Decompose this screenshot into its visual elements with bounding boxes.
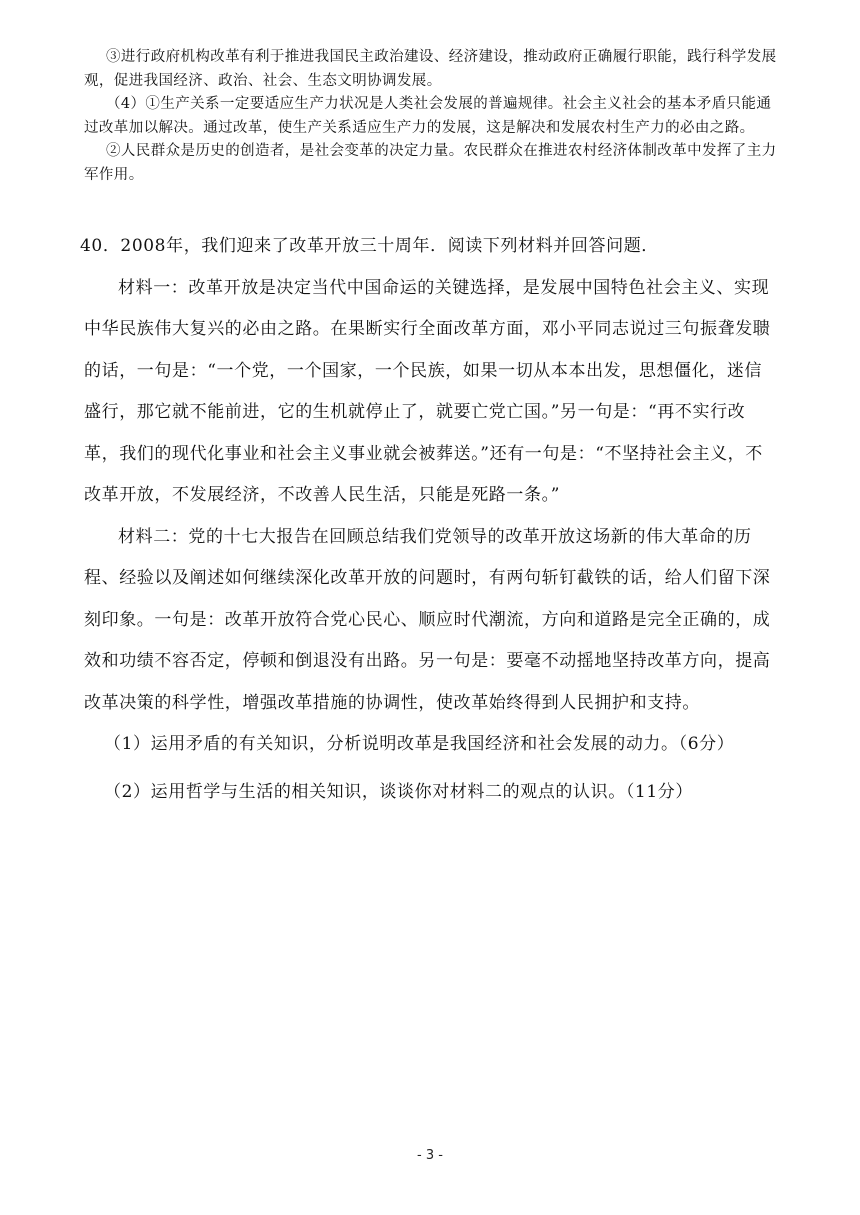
material-one: 材料一：改革开放是决定当代中国命运的关键选择，是发展中国特色社会主义、实现中华民族伟大复兴的必由之路。在果断实行全面改革方面，邓小平同志说过三句振聋发聩的话，一句是：“一个党，一个国家，一个民族，如果一切从本本出发，思想僵化，迷信盛行，那它就不能前进，它的生机就停止了，就要亡党亡国。”另一句是：“再不实行改革，我们的现代化事业和社会主义事业就会被葬送。”还有一句是：“不坚持社会主义，不改革开放，不发展经济，不改善人民生活，只能是死路一条。”: [84, 277, 771, 505]
question-title: 40．2008年，我们迎来了改革开放三十周年．阅读下列材料并回答问题．: [80, 236, 659, 256]
answer-item-3: ③进行政府机构改革有利于推进我国民主政治建设、经济建设，推动政府正确履行职能，践行科学发展观，促进我国经济、政治、社会、生态文明协调发展。: [84, 49, 777, 89]
answer-part-4-point-1: （4）①生产关系一定要适应生产力状况是人类社会发展的普遍规律。社会主义社会的基本矛盾只能通过改革加以解决。通过改革，使生产关系适应生产力的发展，这是解决和发展农村生产力的必由之路。: [84, 96, 772, 136]
sub-question-1: （1）运用矛盾的有关知识，分析说明改革是我国经济和社会发展的动力。（6分）: [104, 734, 735, 754]
answer-part-4-point-2: ②人民群众是历史的创造者，是社会变革的决定力量。农民群众在推进农村经济体制改革中发挥了主力军作用。: [84, 143, 777, 183]
material-two: 材料二：党的十七大报告在回顾总结我们党领导的改革开放这场新的伟大革命的历程、经验以及阐述如何继续深化改革开放的问题时，有两句斩钉截铁的话，给人们留下深刻印象。一句是：改革开放符合党心民心、顺应时代潮流，方向和道路是完全正确的，成效和功绩不容否定，停顿和倒退没有出路。另一句是：要毫不动摇地坚持改革方向，提高改革决策的科学性，增强改革措施的协调性，使改革始终得到人民拥护和支持。: [84, 526, 771, 713]
page-number: - 3 -: [417, 1148, 443, 1163]
answer-section: [84, 46, 784, 187]
sub-question-2: （2）运用哲学与生活的相关知识，谈谈你对材料二的观点的认识。（11分）: [104, 781, 693, 802]
question-40: [80, 226, 774, 813]
